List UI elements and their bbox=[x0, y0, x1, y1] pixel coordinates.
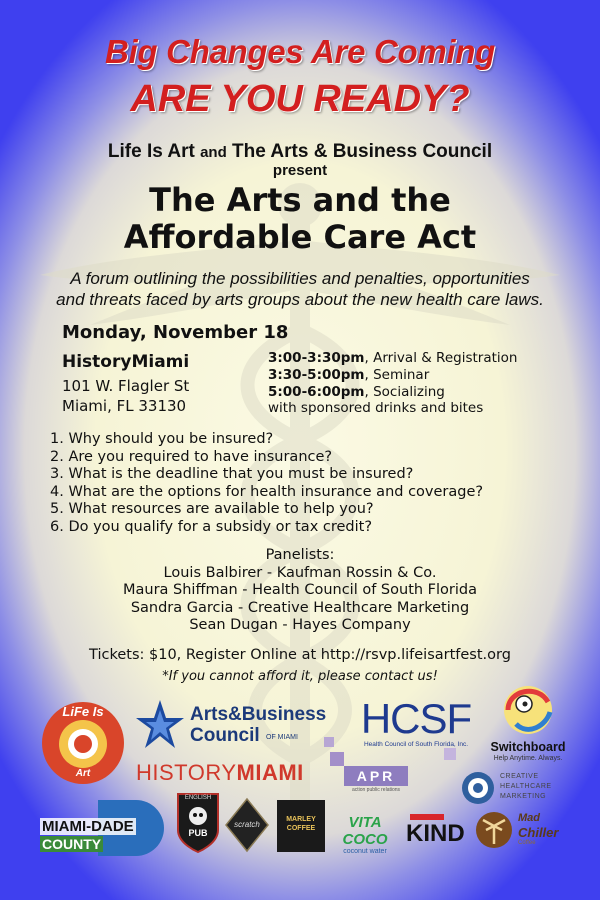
event-title-line-2: Affordable Care Act bbox=[123, 218, 477, 256]
madchiller-line-3: Coffee bbox=[518, 840, 536, 846]
pub-top-text: ENGLISH bbox=[184, 795, 212, 801]
abc-small: OF MIAMI bbox=[266, 734, 298, 741]
pub-name: PUB bbox=[188, 828, 208, 838]
chm-globe-icon bbox=[460, 770, 496, 806]
questions-list bbox=[50, 431, 483, 536]
lifeisart-bottom-text: Art bbox=[75, 768, 91, 779]
question-item: 2. Are you required to have insurance? bbox=[50, 448, 333, 465]
venue-address-street: 101 W. Flagler St bbox=[62, 377, 190, 395]
miami-dade-line-1: MIAMI-DADE bbox=[42, 818, 134, 835]
kind-logo bbox=[406, 814, 470, 848]
decorative-square bbox=[324, 737, 334, 747]
event-title bbox=[0, 182, 600, 256]
hcsf-small-text: Health Council of South Florida, Inc. bbox=[363, 741, 469, 748]
schedule-time: 5:00-6:00pm bbox=[268, 384, 365, 400]
mad-chiller-palm-icon bbox=[474, 810, 514, 850]
vitacoco-name: VITA COCO bbox=[342, 814, 388, 848]
headline-line-2: ARE YOU READY? bbox=[130, 78, 470, 120]
question-item: 6. Do you qualify for a subsidy or tax credit? bbox=[50, 518, 373, 535]
creative-healthcare-logo bbox=[460, 770, 570, 806]
presenters-line bbox=[0, 141, 600, 163]
event-subtitle bbox=[0, 268, 600, 310]
afford-note: *If you cannot afford it, please contact us! bbox=[162, 669, 438, 684]
presenters-and: and bbox=[200, 144, 227, 161]
miami-dade-logo bbox=[40, 800, 166, 856]
historymiami-miami: MIAMI bbox=[236, 760, 304, 785]
madchiller-line-1: Mad bbox=[518, 812, 540, 824]
abc-line-1: Arts&Business bbox=[190, 704, 327, 725]
apr-logo bbox=[344, 766, 408, 794]
mad-chiller-logo bbox=[474, 808, 574, 856]
presenter-org-1: Life Is Art bbox=[107, 141, 195, 162]
schedule-note: with sponsored drinks and bites bbox=[268, 400, 484, 416]
panelist-item: Sandra Garcia - Creative Healthcare Marketing bbox=[130, 599, 470, 616]
marley-line-1: MARLEY bbox=[286, 816, 316, 823]
panelist-item: Sean Dugan - Hayes Company bbox=[189, 617, 411, 633]
event-subtitle-line-1: A forum outlining the possibilities and penalties, opportunities bbox=[70, 269, 530, 288]
schedule-desc: , Arrival & Registration bbox=[364, 350, 518, 366]
panelists-section bbox=[0, 547, 600, 635]
event-date: Monday, November 18 bbox=[62, 322, 289, 343]
switchboard-tagline: Help Anytime. Always. bbox=[493, 755, 563, 762]
switchboard-figure-icon bbox=[498, 680, 558, 738]
hcsf-big-text: HCSF bbox=[360, 695, 472, 742]
panelist-item: Maura Shiffman - Health Council of South Florida bbox=[123, 582, 477, 598]
question-item: 3. What is the deadline that you must be insured? bbox=[50, 466, 414, 482]
headline-line-1: Big Changes Are Coming bbox=[104, 33, 496, 70]
panelist-item: Louis Balbirer - Kaufman Rossin & Co. bbox=[163, 564, 437, 581]
vitacoco-tagline: coconut water bbox=[343, 848, 387, 855]
lifeisart-logo bbox=[40, 700, 126, 786]
scratch-logo bbox=[224, 797, 270, 853]
presenter-org-2: The Arts & Business Council bbox=[232, 141, 493, 162]
hcsf-logo bbox=[352, 695, 480, 755]
chm-line-3: MARKETING bbox=[500, 793, 547, 800]
historymiami-history: HISTORY bbox=[136, 760, 237, 785]
scratch-name: scratch bbox=[234, 820, 260, 829]
present-label: present bbox=[272, 162, 328, 179]
madchiller-line-2: Chiller bbox=[518, 825, 559, 840]
decorative-square bbox=[330, 752, 344, 766]
event-title-line-1: The Arts and the bbox=[149, 181, 451, 219]
tickets-info: Tickets: $10, Register Online at http://rsvp.lifeisartfest.org bbox=[89, 647, 511, 663]
vita-coco-logo bbox=[330, 806, 400, 860]
english-pub-logo bbox=[174, 790, 222, 854]
schedule-time: 3:30-5:00pm bbox=[268, 367, 365, 383]
apr-tagline: action public relations bbox=[351, 787, 401, 793]
event-venue: HistoryMiami bbox=[62, 352, 190, 372]
historymiami-logo bbox=[136, 760, 316, 786]
schedule-time: 3:00-3:30pm bbox=[268, 350, 365, 366]
abc-star-icon bbox=[134, 698, 186, 750]
arts-business-council-logo bbox=[132, 698, 344, 754]
switchboard-name: Switchboard bbox=[490, 740, 566, 754]
apr-name: APR bbox=[344, 766, 408, 786]
question-item: 4. What are the options for health insurance and coverage? bbox=[50, 483, 484, 500]
panelists-heading: Panelists: bbox=[265, 547, 335, 563]
venue-address-city: Miami, FL 33130 bbox=[62, 397, 187, 415]
chm-line-2: HEALTHCARE bbox=[500, 783, 552, 790]
switchboard-logo bbox=[488, 680, 568, 768]
question-item: 5. What resources are available to help you? bbox=[50, 501, 374, 517]
marley-line-2: COFFEE bbox=[286, 825, 316, 832]
abc-line-2: Council bbox=[190, 725, 260, 746]
miami-dade-line-2: COUNTY bbox=[42, 836, 102, 852]
schedule-item bbox=[268, 367, 429, 383]
schedule-desc: , Socializing bbox=[364, 384, 445, 400]
schedule-item bbox=[268, 350, 517, 366]
lifeisart-top-text: LiFe Is bbox=[62, 704, 104, 719]
schedule-desc: , Seminar bbox=[364, 367, 430, 383]
kind-name: KIND bbox=[406, 820, 465, 847]
schedule-item bbox=[268, 384, 445, 400]
question-item: 1. Why should you be insured? bbox=[50, 431, 274, 447]
event-subtitle-line-2: and threats faced by arts groups about the new health care laws. bbox=[56, 290, 544, 309]
marley-coffee-logo bbox=[277, 800, 325, 852]
chm-line-1: CREATIVE bbox=[500, 773, 539, 780]
